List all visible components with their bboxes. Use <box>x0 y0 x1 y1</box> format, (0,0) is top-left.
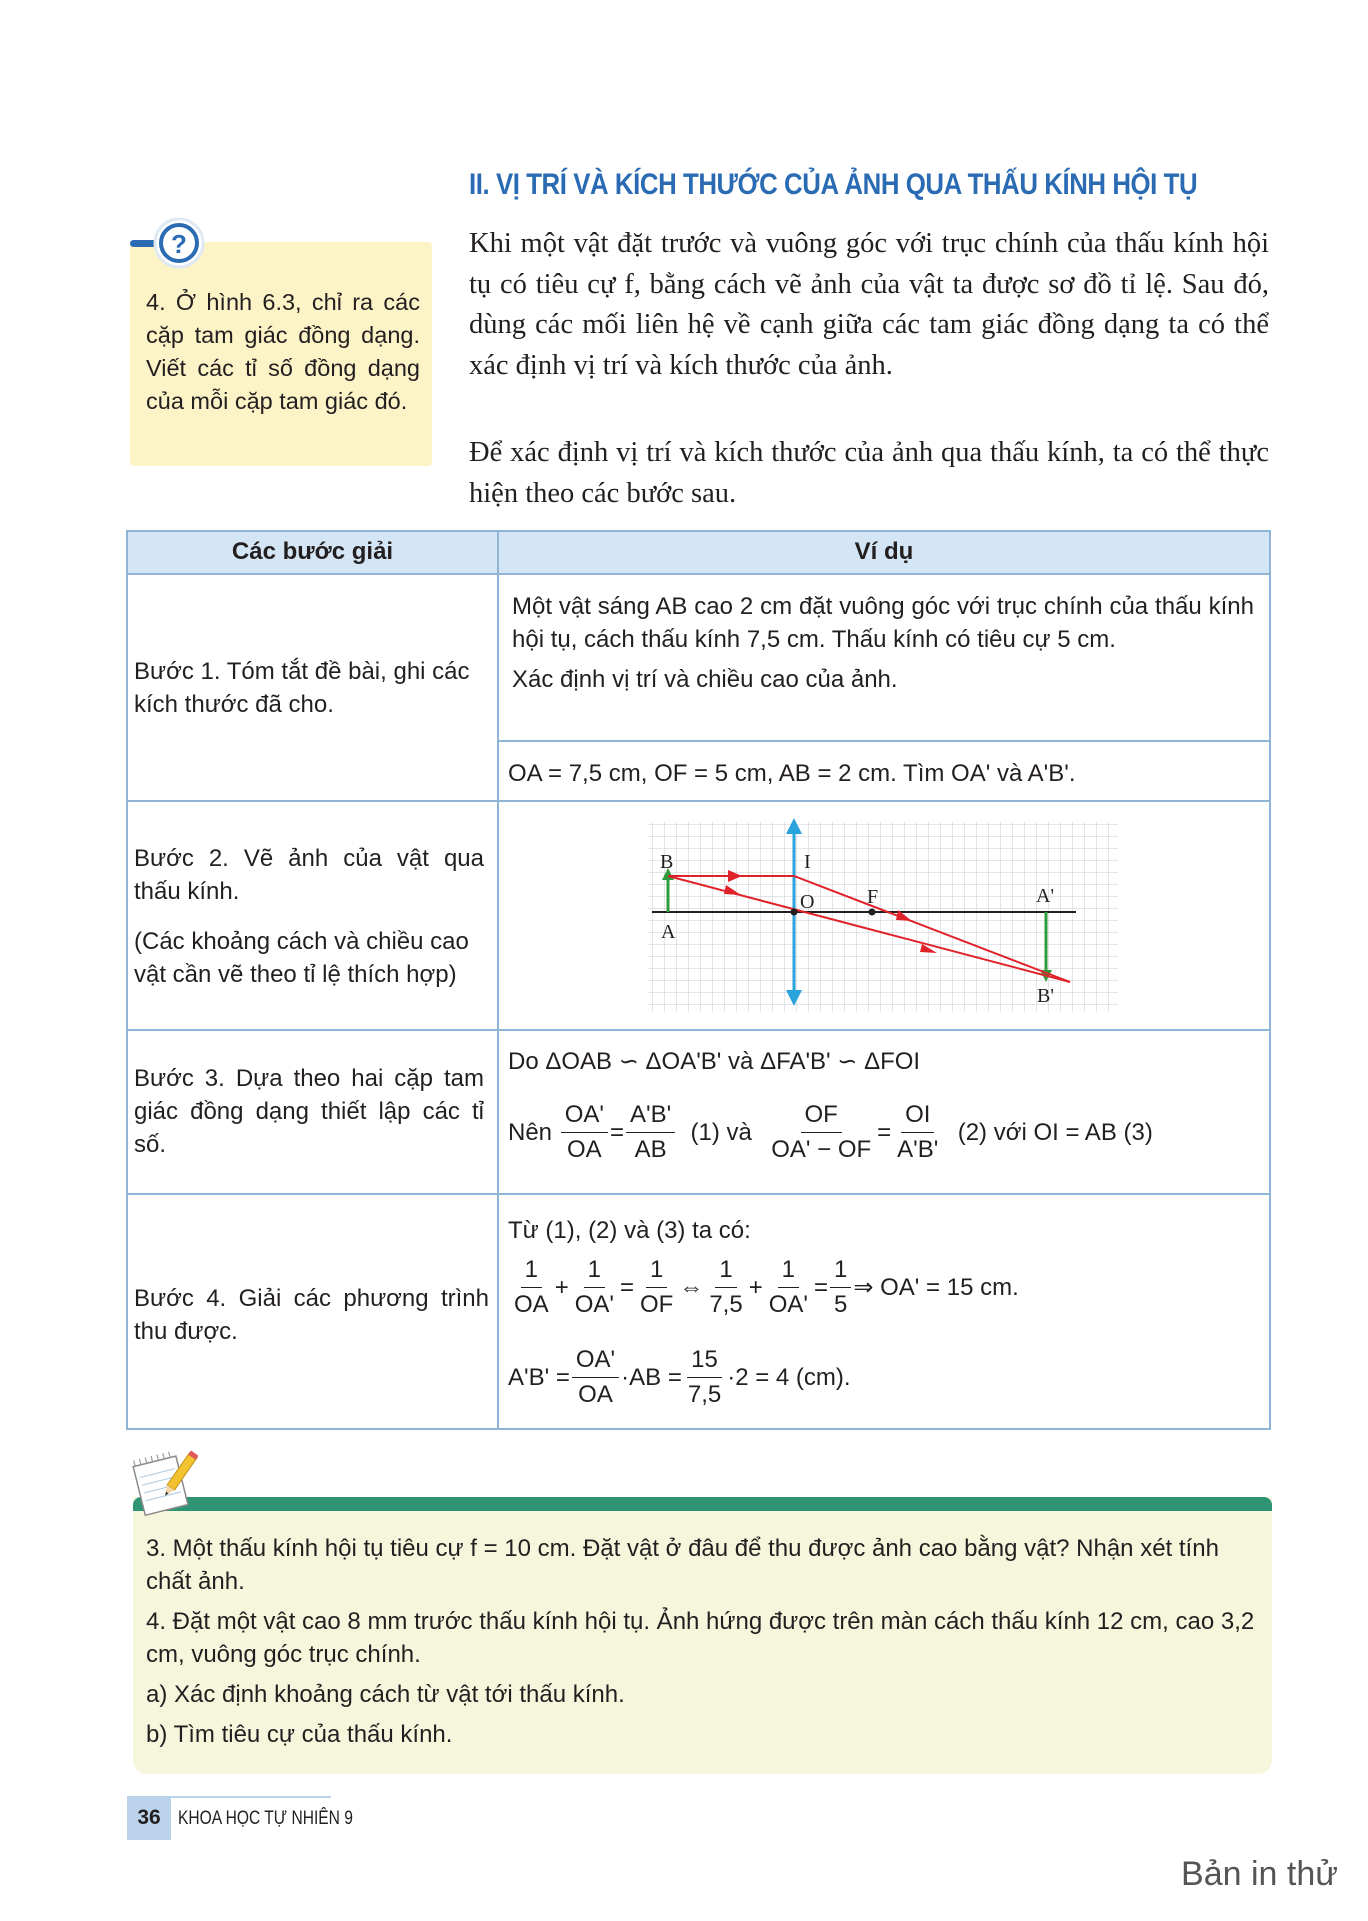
book-title: KHOA HỌC TỰ NHIÊN 9 <box>178 1808 353 1829</box>
step4-result-1: ⇒ OA' = 15 cm. <box>853 1274 1019 1301</box>
step1-example-text: Một vật sáng AB cao 2 cm đặt vuông góc với trục chính của thấu kính hội tụ, cách thấu kính 7,5 cm. Thấu kính có tiêu cự 5 cm. <box>512 593 1254 653</box>
step1-label: Bước 1. Tóm tắt đề bài, ghi các kích thước đã cho. <box>134 658 470 718</box>
ray-diagram <box>640 812 1130 1018</box>
step1-given: OA = 7,5 cm, OF = 5 cm, AB = 2 cm. Tìm OA' và A'B'. <box>508 760 1076 787</box>
step2-note: (Các khoảng cách và chiều cao vật cần vẽ theo tỉ lệ thích hợp) <box>134 928 469 988</box>
label-a-prime: A' <box>1036 885 1055 907</box>
step3-nen: Nên <box>508 1118 553 1146</box>
step3-label: Bước 3. Dựa theo hai cặp tam giác đồng dạng thiết lập các tỉ số. <box>134 1065 484 1158</box>
frac-a-prime-b-prime-over-ab: $\frac{A'B'}{AB}$ <box>626 1100 675 1165</box>
step3-similarity: Do ΔOAB ∽ ΔOA'B' và ΔFA'B' ∽ ΔFOI <box>508 1048 921 1075</box>
magnifier-question-icon <box>128 213 208 271</box>
exercise-4a: a) Xác định khoảng cách từ vật tới thấu kính. <box>146 1681 625 1708</box>
step4-equation-1: $\frac{1}{OA}$ + $\frac{1}{OA'}$ = $\frac{1}{OF}$ ⇔ $\frac{1}{7,5}$ + $\frac{1}{OA'}$ = $\frac{1}{5}$ ⇒ OA' = 15 cm. <box>514 1256 1019 1318</box>
footer-rule <box>171 1796 331 1798</box>
draft-label: Bản in thử <box>1181 1855 1338 1893</box>
label-a: A <box>661 921 676 943</box>
exercise-4: 4. Đặt một vật cao 8 mm trước thấu kính hội tụ. Ảnh hứng được trên màn cách thấu kính 12 cm, cao 3,2 cm, vuông góc trục chính. <box>146 1608 1255 1668</box>
label-b: B <box>660 851 674 873</box>
step4-intro: Từ (1), (2) và (3) ta có: <box>508 1217 751 1244</box>
exercise-list <box>146 1532 1264 1758</box>
step4-equation-2: A'B' = $\frac{OA'}{OA}$ ·AB = $\frac{15}{7,5}$ ·2 = 4 (cm). <box>508 1346 851 1408</box>
point-o <box>791 909 798 916</box>
notebook-pencil-icon <box>128 1448 198 1518</box>
step1-example-question: Xác định vị trí và chiều cao của ảnh. <box>512 666 898 693</box>
frac-oa-prime-over-oa: $\frac{OA'}{OA}$ <box>561 1100 608 1165</box>
header-example: Ví dụ <box>854 538 914 565</box>
step2-label: Bước 2. Vẽ ảnh của vật qua thấu kính. <box>134 845 484 905</box>
step3-eq2-tag: (2) với OI = AB (3) <box>957 1118 1153 1146</box>
exercise-header-bar <box>133 1497 1272 1511</box>
svg-text:?: ? <box>171 229 187 259</box>
step3-ratios: Nên $\frac{OA'}{OA}$ = $\frac{A'B'}{AB}$ (1) và $\frac{OF}{OA' - OF}$ = $\frac{OI}{A'B'}$ (2) với OI = AB (3) <box>508 1101 1153 1163</box>
question-text: 4. Ở hình 6.3, chỉ ra các cặp tam giác đồng dạng. Viết các tỉ số đồng dạng của mỗi cặp tam giác đó. <box>146 289 420 414</box>
label-o: O <box>800 891 815 913</box>
exercise-4b: b) Tìm tiêu cự của thấu kính. <box>146 1721 453 1748</box>
step3-eq1-tag: (1) và <box>690 1118 752 1146</box>
header-steps: Các bước giải <box>231 538 394 565</box>
label-f: F <box>867 886 879 908</box>
frac-of-over-oa-minus-of: $\frac{OF}{OA' - OF}$ <box>771 1101 872 1163</box>
page-number: 36 <box>127 1796 171 1840</box>
intro-paragraph-1: Khi một vật đặt trước và vuông góc với trục chính của thấu kính hội tụ có tiêu cự f, bằng cách vẽ ảnh của vật ta được sơ đồ tỉ lệ. Sau đó, dùng các mối liên hệ về cạnh giữa các tam giác đồng dạng ta có thể xác định vị trí và kích thước của ảnh. <box>469 228 1269 381</box>
label-b-prime: B' <box>1037 985 1054 1007</box>
point-f <box>869 909 876 916</box>
step4-label: Bước 4. Giải các phương trình thu được. <box>134 1285 489 1345</box>
intro-paragraph-2: Để xác định vị trí và kích thước của ảnh qua thấu kính, ta có thể thực hiện theo các bước sau. <box>469 437 1269 509</box>
section-title: II. VỊ TRÍ VÀ KÍCH THƯỚC CỦA ẢNH QUA THẤU KÍNH HỘI TỤ <box>469 168 1198 201</box>
frac-oi-over-a-prime-b-prime: $\frac{OI}{A'B'}$ <box>897 1101 939 1163</box>
label-i: I <box>804 851 811 873</box>
exercise-3: 3. Một thấu kính hội tụ tiêu cự f = 10 cm. Đặt vật ở đâu để thu được ảnh cao bằng vật? Nhận xét tính chất ảnh. <box>146 1535 1219 1595</box>
